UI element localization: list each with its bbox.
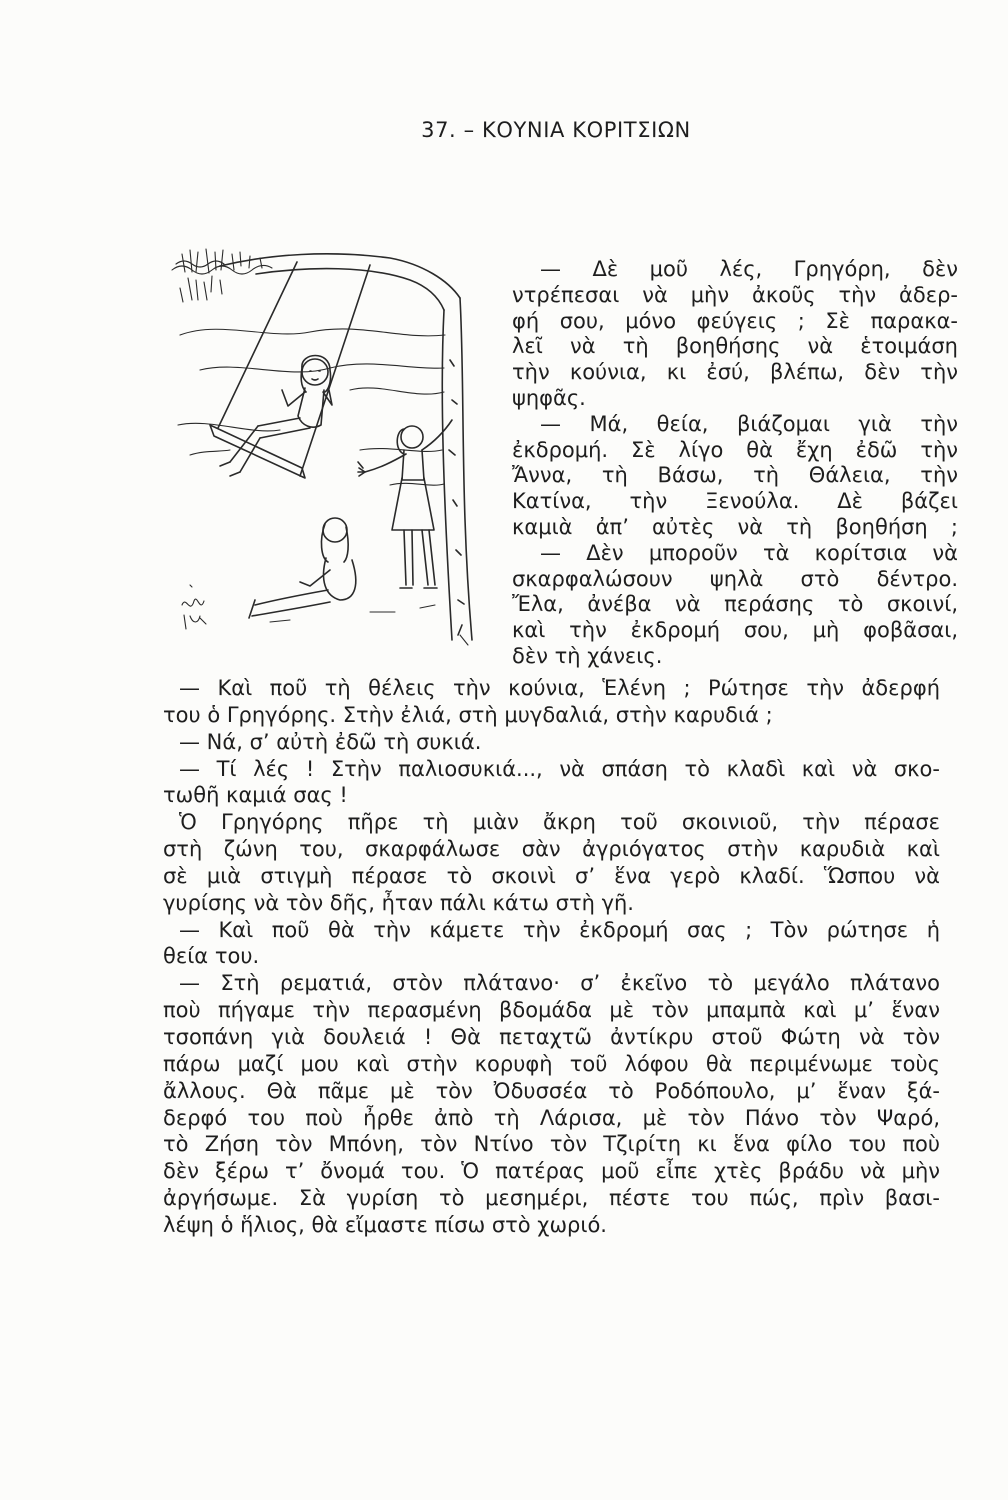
girl-sitting: [249, 518, 356, 618]
text-line: σὲ μιὰ στιγμὴ πέρασε τὸ σκοινὶ σ’ ἕνα γερὸ κλαδί. Ὥσπου νὰ: [163, 863, 940, 888]
text-line: στὴ ζώνη του, σκαρφάλωσε σὰν ἀγριόγατος στὴν καρυδιὰ καὶ: [163, 837, 940, 862]
text-line: τωθῆ καμιά σας !: [163, 783, 348, 808]
body-text: [163, 675, 940, 1239]
text-line: Ἔλα, ἀνέβα νὰ περάσης τὸ σκοινί,: [512, 592, 958, 617]
text-line: τὴν κούνια, κι ἐσύ, βλέπω, δὲν τὴν: [512, 360, 958, 385]
text-line: φή σου, μόνο φεύγεις ; Σὲ παρακα-: [512, 308, 958, 333]
text-line: καμιὰ ἀπ’ αὐτὲς νὰ τὴ βοηθήση ;: [512, 514, 958, 539]
text-line: — Καὶ ποῦ τὴ θέλεις τὴν κούνια, Ἑλένη ; Ρώτησε τὴν ἀδερφή: [179, 676, 940, 700]
text-line: λέψη ὁ ἥλιος, θὰ εἴμαστε πίσω στὸ χωριό.: [163, 1212, 607, 1237]
tree-trunk: [442, 298, 472, 640]
swing-rope-left: [218, 262, 297, 428]
text-line: ψηφᾶς.: [512, 385, 586, 410]
text-line: σκαρφαλώσουν ψηλὰ στὸ δέντρο.: [512, 566, 958, 591]
swing-illustration: [160, 240, 480, 660]
ground-strokes: [270, 605, 468, 645]
text-line: τὸ Ζήση τὸν Μπόνη, τὸν Ντίνο τὸν Τζιρίτη κι ἕνα φίλο του ποὺ: [163, 1132, 940, 1157]
text-line: καὶ τὴν ἐκδρομή σου, μὴ φοβᾶσαι,: [512, 618, 958, 643]
text-line: Ὁ Γρηγόρης πῆρε τὴ μιὰν ἄκρη τοῦ σκοινιοῦ, τὴν πέρασε: [179, 810, 940, 835]
text-line: δερφό του ποὺ ἦρθε ἀπὸ τὴ Λάρισα, μὲ τὸν Πάνο τὸν Ψαρό,: [163, 1105, 940, 1130]
column-text: [512, 257, 958, 670]
text-line: — Δὲν μποροῦν τὰ κορίτσια νὰ: [540, 540, 958, 565]
text-line: δὲν ξέρω τ’ ὄνομά του. Ὁ πατέρας μοῦ εἶπε χτὲς βράδυ νὰ μὴν: [163, 1159, 940, 1184]
text-line: Ἄννα, τὴ Βάσω, τὴ Θάλεια, τὴν: [512, 463, 958, 488]
swing-seat: [210, 425, 305, 478]
text-line: τσοπάνη γιὰ δουλειά ! Θὰ πεταχτῶ ἀντίκρυ στοῦ Φώτη νὰ τὸν: [163, 1024, 940, 1049]
text-line: δὲν τὴ χάνεις.: [512, 643, 663, 668]
text-line: γυρίσης νὰ τὸν δῆς, ἦταν πάλι κάτω στὴ γῆ.: [163, 890, 634, 915]
text-line: — Τί λές ! Στὴν παλιοσυκιά..., νὰ σπάση τὸ κλαδὶ καὶ νὰ σκο-: [179, 756, 940, 781]
text-line: πάρω μαζί μου καὶ στὴν κορυφὴ τοῦ λόφου θὰ περιμένωμε τοὺς: [163, 1051, 940, 1076]
text-line: — Δὲ μοῦ λές, Γρηγόρη, δὲν: [540, 257, 958, 281]
artist-signature: [182, 585, 206, 629]
text-line: του ὁ Γρηγόρης. Στὴν ἐλιά, στὴ μυγδαλιά, στὴν καρυδιά ;: [163, 702, 773, 727]
text-line: ἀργήσωμε. Σὰ γυρίση τὸ μεσημέρι, πέστε του πώς, πρὶν βασι-: [163, 1186, 940, 1211]
tree-branch: [220, 254, 460, 310]
text-line: ντρέπεσαι νὰ μὴν ἀκοῦς τὴν ἀδερ-: [512, 282, 958, 307]
text-line: ἄλλους. Θὰ πᾶμε μὲ τὸν Ὀδυσσέα τὸ Ροδόπουλο, μ’ ἕναν ξά-: [163, 1078, 940, 1103]
girl-pushing: [358, 420, 452, 588]
text-line: ποὺ πήγαμε τὴν περασμένη βδομάδα μὲ τὸν μπαμπὰ καὶ μ’ ἕναν: [163, 998, 940, 1023]
text-line: λεῖ νὰ τὴ βοηθήσης νὰ ἑτοιμάση: [512, 334, 958, 359]
text-line: — Καὶ ποῦ θὰ τὴν κάμετε τὴν ἐκδρομή σας ; Τὸν ρώτησε ἡ: [179, 917, 940, 942]
text-line: Κατίνα, τὴν Ξενούλα. Δὲ βάζει: [512, 489, 958, 514]
text-line: — Μά, θεία, βιάζομαι γιὰ τὴν: [540, 411, 958, 436]
hill-lines: [178, 329, 445, 485]
text-line: — Στὴ ρεματιά, στὸν πλάτανο· σ’ ἐκεῖνο τὸ μεγάλο πλάτανο: [179, 971, 940, 996]
text-line: — Νά, σ’ αὐτὴ ἐδῶ τὴ συκιά.: [179, 729, 482, 754]
chapter-title: 37. – ΚΟΥΝΙΑ ΚΟΡΙΤΣΙΩΝ: [421, 118, 691, 142]
tree-foliage: [172, 249, 272, 302]
text-line: θεία του.: [163, 944, 260, 969]
text-line: ἐκδρομή. Σὲ λίγο θὰ ἔχη ἐδῶ τὴν: [512, 437, 958, 462]
girl-on-swing: [220, 356, 332, 477]
